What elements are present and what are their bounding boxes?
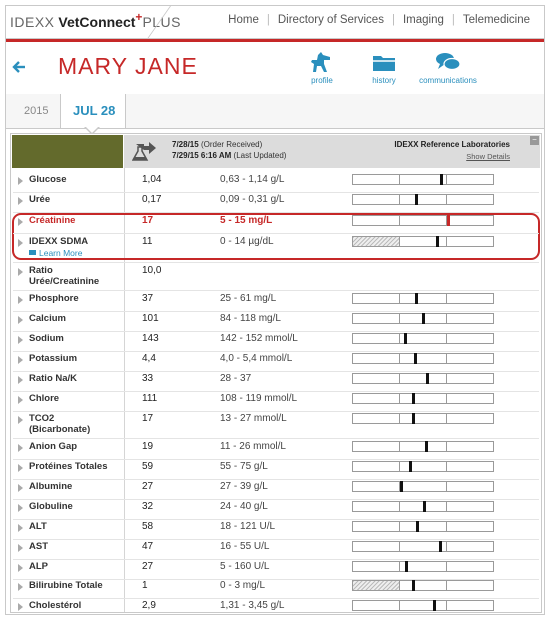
result-marker bbox=[412, 413, 415, 424]
range-high-tick bbox=[446, 462, 447, 471]
reference-range: 25 - 61 mg/L bbox=[220, 293, 277, 304]
range-high-tick bbox=[446, 374, 447, 383]
communications-label: communications bbox=[419, 76, 477, 85]
result-value: 1,04 bbox=[142, 174, 162, 185]
range-high-tick bbox=[446, 502, 447, 511]
nav-directory-of-services[interactable]: Directory of Services bbox=[277, 14, 384, 26]
result-value: 1 bbox=[142, 580, 148, 591]
range-low-tick bbox=[399, 442, 400, 451]
result-name: Glucose bbox=[29, 174, 67, 185]
range-indicator-bar bbox=[352, 413, 494, 424]
order-received bbox=[172, 140, 262, 149]
expand-triangle-icon[interactable] bbox=[18, 197, 23, 205]
result-value: 32 bbox=[142, 501, 154, 512]
result-marker bbox=[447, 215, 450, 226]
range-indicator-bar bbox=[352, 313, 494, 324]
result-value: 111 bbox=[142, 393, 158, 404]
result-name: Anion Gap bbox=[29, 441, 78, 452]
result-row[interactable] bbox=[11, 263, 541, 290]
results-panel bbox=[10, 133, 542, 613]
range-high-tick bbox=[446, 334, 447, 343]
show-details-link[interactable]: Show Details bbox=[466, 152, 510, 161]
result-value: 37 bbox=[142, 293, 154, 304]
result-value: 27 bbox=[142, 481, 154, 492]
range-high-tick bbox=[446, 237, 447, 246]
range-low-tick bbox=[399, 237, 400, 246]
video-icon bbox=[29, 250, 36, 255]
collapse-button[interactable]: − bbox=[530, 136, 539, 145]
nav-separator: | bbox=[451, 14, 455, 26]
result-name: Sodium bbox=[29, 333, 64, 344]
range-indicator-bar bbox=[352, 441, 494, 452]
result-row[interactable] bbox=[11, 479, 541, 499]
order-updated bbox=[172, 151, 286, 160]
range-indicator-bar bbox=[352, 580, 494, 591]
range-high-tick bbox=[446, 442, 447, 451]
reference-range: 4,0 - 5,4 mmol/L bbox=[220, 353, 293, 364]
result-value: 10,0 bbox=[142, 265, 162, 276]
result-row[interactable] bbox=[11, 499, 541, 519]
range-indicator-bar bbox=[352, 333, 494, 344]
result-marker bbox=[409, 461, 412, 472]
range-indicator-bar bbox=[352, 215, 494, 226]
selected-date-label: JUL 28 bbox=[73, 103, 116, 118]
expand-triangle-icon[interactable] bbox=[18, 218, 23, 226]
range-low-tick bbox=[399, 522, 400, 531]
result-name: Cholestérol bbox=[29, 600, 82, 611]
updated-status: (Last Updated) bbox=[233, 151, 287, 160]
range-low-tick bbox=[399, 195, 400, 204]
result-marker bbox=[426, 373, 429, 384]
range-high-tick bbox=[446, 195, 447, 204]
result-row[interactable] bbox=[11, 234, 541, 262]
reference-range: 55 - 75 g/L bbox=[220, 461, 268, 472]
range-low-tick bbox=[399, 394, 400, 403]
result-row[interactable] bbox=[11, 539, 541, 559]
range-low-tick bbox=[399, 314, 400, 323]
reference-range: 18 - 121 U/L bbox=[220, 521, 276, 532]
reference-range: 24 - 40 g/L bbox=[220, 501, 268, 512]
result-name: Potassium bbox=[29, 353, 78, 364]
low-zone-hatch bbox=[353, 581, 399, 590]
result-marker bbox=[440, 174, 443, 185]
result-value: 59 bbox=[142, 461, 154, 472]
result-row[interactable] bbox=[11, 172, 541, 192]
history-button[interactable] bbox=[354, 50, 414, 85]
profile-label: profile bbox=[311, 76, 333, 85]
result-value: 27 bbox=[142, 561, 154, 572]
range-high-tick bbox=[446, 294, 447, 303]
range-indicator-bar bbox=[352, 393, 494, 404]
result-marker bbox=[433, 600, 436, 611]
history-label: history bbox=[372, 76, 396, 85]
result-row[interactable] bbox=[11, 439, 541, 459]
result-value: 17 bbox=[142, 215, 154, 226]
dog-icon bbox=[308, 50, 336, 74]
order-status: (Order Received) bbox=[200, 140, 263, 149]
expand-triangle-icon[interactable] bbox=[18, 504, 23, 512]
result-marker bbox=[412, 393, 415, 404]
result-value: 47 bbox=[142, 541, 154, 552]
range-indicator-bar bbox=[352, 561, 494, 572]
expand-triangle-icon[interactable] bbox=[18, 484, 23, 492]
results-header bbox=[124, 135, 540, 168]
result-value: 143 bbox=[142, 333, 159, 344]
result-name: Ratio Na/K bbox=[29, 373, 78, 384]
date-pointer-fill bbox=[85, 126, 99, 133]
expand-triangle-icon[interactable] bbox=[18, 376, 23, 384]
expand-triangle-icon[interactable] bbox=[18, 416, 23, 424]
expand-triangle-icon[interactable] bbox=[18, 268, 23, 276]
flask-arrow-icon bbox=[132, 141, 160, 163]
result-value: 33 bbox=[142, 373, 154, 384]
result-value: 19 bbox=[142, 441, 154, 452]
range-low-tick bbox=[399, 294, 400, 303]
result-row[interactable] bbox=[11, 598, 541, 612]
result-value: 101 bbox=[142, 313, 159, 324]
range-high-tick bbox=[446, 414, 447, 423]
result-row[interactable] bbox=[11, 291, 541, 311]
date-selector bbox=[6, 94, 544, 129]
main-nav bbox=[220, 14, 538, 26]
expand-triangle-icon[interactable] bbox=[18, 544, 23, 552]
back-arrow-icon[interactable] bbox=[12, 60, 26, 74]
reference-range: 1,31 - 3,45 g/L bbox=[220, 600, 285, 611]
range-low-tick bbox=[399, 374, 400, 383]
range-low-tick bbox=[399, 542, 400, 551]
range-indicator-bar bbox=[352, 521, 494, 532]
reference-range: 13 - 27 mmol/L bbox=[220, 413, 287, 424]
year-tab[interactable]: 2015 bbox=[24, 105, 49, 117]
range-indicator-bar bbox=[352, 174, 494, 185]
nav-imaging[interactable]: Imaging bbox=[402, 14, 444, 26]
range-high-tick bbox=[446, 354, 447, 363]
result-name: Phosphore bbox=[29, 293, 79, 304]
result-name: Créatinine bbox=[29, 215, 76, 226]
reference-range: 5 - 160 U/L bbox=[220, 561, 270, 572]
range-high-tick bbox=[446, 394, 447, 403]
range-low-tick bbox=[399, 562, 400, 571]
result-row[interactable] bbox=[11, 351, 541, 371]
range-indicator-bar bbox=[352, 353, 494, 364]
results-color-swatch bbox=[12, 135, 123, 168]
expand-triangle-icon[interactable] bbox=[18, 356, 23, 364]
result-name: TCO2 (Bicarbonate) bbox=[29, 413, 91, 435]
profile-button[interactable] bbox=[292, 50, 352, 85]
brand-idexx: IDEXX bbox=[10, 14, 55, 30]
range-low-tick bbox=[399, 601, 400, 610]
result-name: AST bbox=[29, 541, 48, 552]
result-row[interactable] bbox=[11, 519, 541, 539]
patient-name: MARY JANE bbox=[58, 53, 198, 79]
result-value: 11 bbox=[142, 236, 153, 247]
result-row[interactable] bbox=[11, 213, 541, 233]
result-name: Ratio Urée/Creatinine bbox=[29, 265, 100, 287]
expand-triangle-icon[interactable] bbox=[18, 336, 23, 344]
result-name: Urée bbox=[29, 194, 51, 205]
result-row[interactable] bbox=[11, 459, 541, 479]
result-name: Bilirubine Totale bbox=[29, 580, 103, 591]
result-name: Chlore bbox=[29, 393, 60, 404]
reference-range: 0 - 14 µg/dL bbox=[220, 236, 274, 247]
result-marker bbox=[439, 541, 442, 552]
nav-separator: | bbox=[266, 14, 270, 26]
reference-range: 11 - 26 mmol/L bbox=[220, 441, 286, 452]
result-row[interactable] bbox=[11, 331, 541, 351]
result-value: 0,17 bbox=[142, 194, 162, 205]
reference-range: 0,09 - 0,31 g/L bbox=[220, 194, 285, 205]
reference-range: 142 - 152 mmol/L bbox=[220, 333, 298, 344]
reference-range: 0 - 3 mg/L bbox=[220, 580, 266, 591]
lab-name: IDEXX Reference Laboratories bbox=[394, 140, 510, 149]
range-low-tick bbox=[399, 354, 400, 363]
expand-triangle-icon[interactable] bbox=[18, 444, 23, 452]
range-low-tick bbox=[399, 581, 400, 590]
range-high-tick bbox=[446, 601, 447, 610]
result-marker bbox=[405, 561, 408, 572]
result-marker bbox=[423, 501, 426, 512]
result-name: IDEXX SDMA bbox=[29, 236, 89, 247]
result-value: 2,9 bbox=[142, 600, 156, 611]
folder-icon bbox=[370, 50, 398, 74]
expand-triangle-icon[interactable] bbox=[18, 583, 23, 591]
expand-triangle-icon[interactable] bbox=[18, 464, 23, 472]
reference-range: 27 - 39 g/L bbox=[220, 481, 268, 492]
result-name: ALP bbox=[29, 561, 48, 572]
range-indicator-bar bbox=[352, 194, 494, 205]
range-indicator-bar bbox=[352, 373, 494, 384]
expand-triangle-icon[interactable] bbox=[18, 603, 23, 611]
result-row[interactable] bbox=[11, 192, 541, 212]
range-high-tick bbox=[446, 522, 447, 531]
range-low-tick bbox=[399, 462, 400, 471]
result-marker bbox=[416, 521, 419, 532]
range-low-tick bbox=[399, 175, 400, 184]
range-low-tick bbox=[399, 502, 400, 511]
range-high-tick bbox=[446, 562, 447, 571]
top-navigation-bar bbox=[6, 6, 544, 39]
communications-button[interactable] bbox=[418, 50, 478, 85]
expand-triangle-icon[interactable] bbox=[18, 396, 23, 404]
reference-range: 0,63 - 1,14 g/L bbox=[220, 174, 285, 185]
range-low-tick bbox=[399, 216, 400, 225]
result-marker bbox=[412, 580, 415, 591]
range-high-tick bbox=[446, 542, 447, 551]
expand-triangle-icon[interactable] bbox=[18, 177, 23, 185]
result-value: 58 bbox=[142, 521, 154, 532]
selected-date-tab[interactable] bbox=[60, 94, 126, 128]
range-high-tick bbox=[446, 581, 447, 590]
range-low-tick bbox=[399, 414, 400, 423]
result-marker bbox=[415, 194, 418, 205]
result-marker bbox=[404, 333, 407, 344]
order-date: 7/28/15 bbox=[172, 140, 199, 149]
range-low-tick bbox=[399, 334, 400, 343]
result-name: ALT bbox=[29, 521, 47, 532]
range-indicator-bar bbox=[352, 541, 494, 552]
result-name: Protéines Totales bbox=[29, 461, 108, 472]
range-indicator-bar bbox=[352, 481, 494, 492]
low-zone-hatch bbox=[353, 237, 399, 246]
expand-triangle-icon[interactable] bbox=[18, 239, 23, 247]
expand-triangle-icon[interactable] bbox=[18, 316, 23, 324]
range-high-tick bbox=[446, 482, 447, 491]
nav-home[interactable]: Home bbox=[228, 14, 259, 26]
range-high-tick bbox=[446, 175, 447, 184]
result-row[interactable] bbox=[11, 391, 541, 411]
nav-telemedicine[interactable]: Telemedicine bbox=[462, 14, 530, 26]
expand-triangle-icon[interactable] bbox=[18, 296, 23, 304]
range-indicator-bar bbox=[352, 501, 494, 512]
range-indicator-bar bbox=[352, 236, 494, 247]
result-marker bbox=[425, 441, 428, 452]
range-indicator-bar bbox=[352, 293, 494, 304]
range-indicator-bar bbox=[352, 600, 494, 611]
result-marker bbox=[414, 353, 417, 364]
result-row[interactable] bbox=[11, 411, 541, 438]
result-name: Albumine bbox=[29, 481, 73, 492]
chat-icon bbox=[434, 50, 462, 74]
result-name: Globuline bbox=[29, 501, 73, 512]
brand-plus-mark: + bbox=[135, 10, 143, 24]
result-name: Calcium bbox=[29, 313, 66, 324]
result-row[interactable] bbox=[11, 578, 541, 598]
result-marker bbox=[422, 313, 425, 324]
nav-separator: | bbox=[391, 14, 395, 26]
learn-more-link[interactable] bbox=[29, 248, 82, 258]
reference-range: 5 - 15 mg/L bbox=[220, 215, 273, 226]
brand-plus: PLUS bbox=[142, 14, 182, 30]
learn-more-label: Learn More bbox=[39, 248, 83, 258]
patient-header bbox=[6, 42, 544, 94]
brand-vetconnect: VetConnect bbox=[58, 14, 136, 30]
reference-range: 16 - 55 U/L bbox=[220, 541, 270, 552]
range-indicator-bar bbox=[352, 461, 494, 472]
result-value: 17 bbox=[142, 413, 154, 424]
reference-range: 28 - 37 bbox=[220, 373, 252, 384]
result-marker bbox=[436, 236, 439, 247]
result-value: 4,4 bbox=[142, 353, 156, 364]
result-row[interactable] bbox=[11, 311, 541, 331]
expand-triangle-icon[interactable] bbox=[18, 524, 23, 532]
result-row[interactable] bbox=[11, 371, 541, 391]
reference-range: 108 - 119 mmol/L bbox=[220, 393, 298, 404]
expand-triangle-icon[interactable] bbox=[18, 564, 23, 572]
app-frame bbox=[5, 5, 545, 615]
range-high-tick bbox=[446, 314, 447, 323]
result-marker bbox=[400, 481, 403, 492]
result-marker bbox=[415, 293, 418, 304]
updated-date: 7/29/15 6:16 AM bbox=[172, 151, 232, 160]
reference-range: 84 - 118 mg/L bbox=[220, 313, 281, 324]
result-row[interactable] bbox=[11, 559, 541, 579]
